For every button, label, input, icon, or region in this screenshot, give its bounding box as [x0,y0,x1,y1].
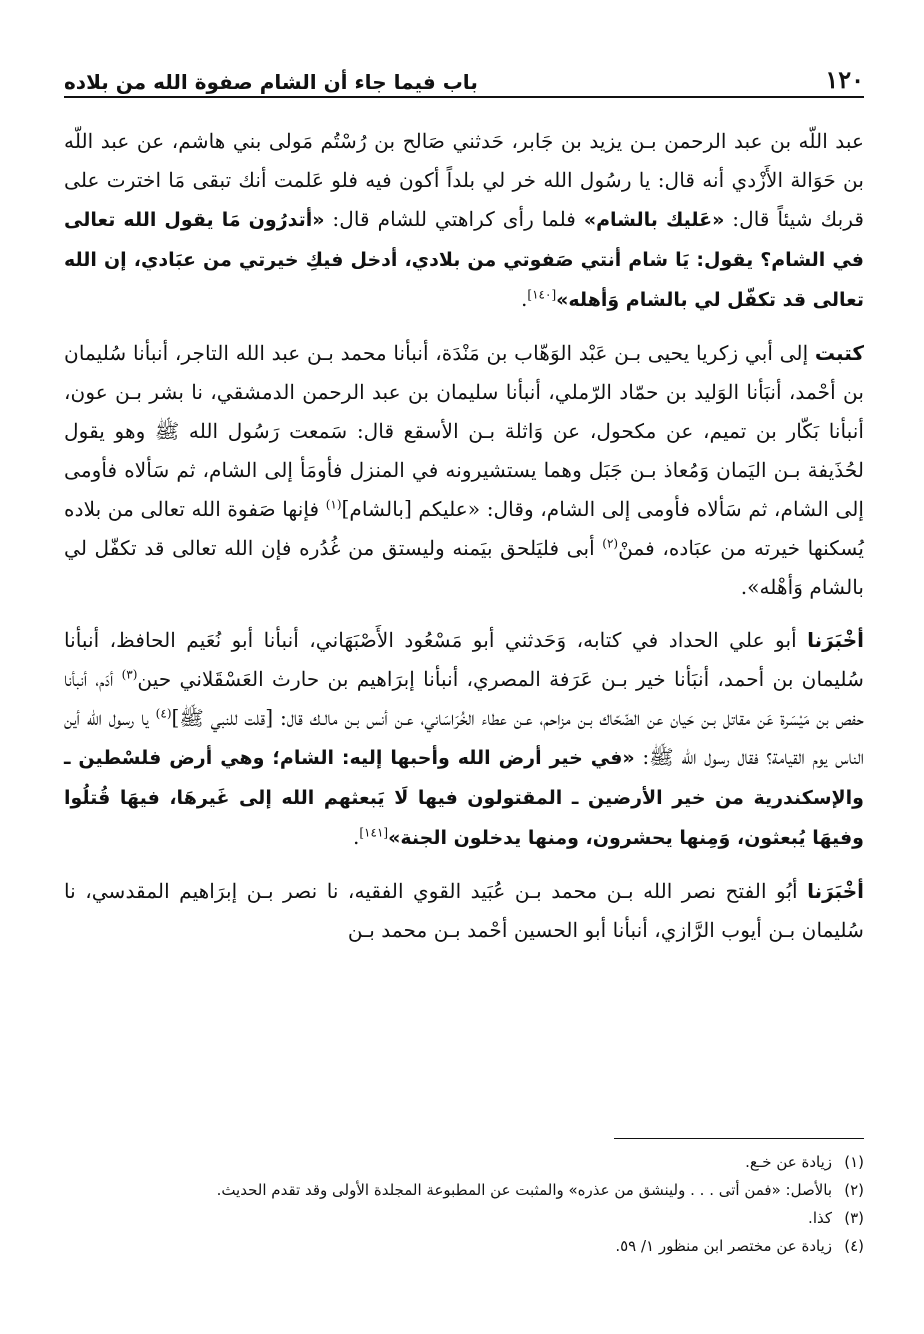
page-header [64,60,864,94]
paragraph-lead-word: أخْبَرَنا [807,879,864,903]
paragraph-text: يا رسول الله أين الناس يوم القيامة؟ فقال رسول الله ﷺ: [64,706,864,769]
footnote-text: كذا. [808,1209,832,1227]
paragraph-lead-word: أخْبَرَنا [807,628,864,652]
footnote-number: (٢) [844,1181,864,1199]
paragraph-3 [64,621,864,858]
main-text [64,120,864,964]
footnote-ref: (١) [325,497,342,512]
paragraph-text: أبى فليَلحق بيَمنه وليستق من غُدُره فإن الله تعالى قد تكفّل لي بالشام وَأهْله». [64,536,864,599]
paragraph-text: عبد اللّه بن عبد الرحمن بـن يزيد بن جَابر، حَدثني صَالح بن رُسْتُم مَولى بني هاشم، عن عبد اللّه بن حَوَالة الأَزْدي أنه قال: يا رسُول الله خر لي بلداً أكون فيه فلو عَلمت أنك تبقى مَا اخترت على قربك شيئاً قال: [64,129,864,231]
footnote-ref: (٢) [602,536,619,551]
paragraph-text: أدَم، أنبأنا حفص بن مَيْسَرة عَن مقاتل بـن حَيان عن الضّحّاك بـن مزاحم، عـن عطاء الخُرَاسَاني، عـن أنس بـن مالـك قال: [قلت للنبي ﷺ] [64,667,864,730]
footnote-text: بالأصل: «فمن أتى . . . ولينشق من عذره» والمثبت عن المطبوعة المجلدة الأولى وقد تقدم الحديث. [216,1181,832,1199]
paragraph-text: فإنها صَفوة الله تعالى من بلاده يُسكنها خيرته من عبَاده، فمنْ [64,497,864,560]
footnote-number: (١) [844,1153,864,1171]
running-title: باب فيما جاء أن الشام صفوة الله من بلاده [64,70,478,94]
paragraph-end: . [352,825,360,849]
hadith-quote: «أتدرُون مَا يقول الله تعالى في الشام؟ يقول: يَا شام أنتي صَفوتي من بلادي، أدخل فيكِ خيرتي من عبَادي، إن الله تعالى قد تكفّل لي بالشام وَأهله» [64,209,864,311]
paragraph-text: أبو علي الحداد في كتابه، وَحَدثني أبو مَسْعُود الأَصْبَهَاني، أنبأنا أبو نُعَيم الحافظ، أنبأنا سُليمان بن أحمد، أنبَأنا خير بـن عَرَفة المصري، أنبأنا إبرَاهيم بن حارث العَسْقَلاني حين [64,628,864,691]
footnote-rule [614,1138,864,1139]
paragraph-end: . [521,287,528,311]
footnote-ref: (٤) [155,706,172,721]
paragraph-2 [64,334,864,607]
hadith-number: [١٤١] [359,825,389,840]
header-rule [64,96,864,98]
footnote [64,1176,864,1204]
hadith-quote: «في خير أرض الله وأحبها إليه: الشام؛ وهي أرض فلسْطين ـ والإسكندرية من خير الأرضين ـ المقتولون فيها لَا يَبعثهم الله إلى غَيرهَا، فيهَا قُتلُوا وفيهَا يُبعثون، وَمِنها يحشرون، ومنها يدخلون الجنة» [64,747,864,849]
footnote-number: (٤) [844,1237,864,1255]
footnote-text: زيادة عن خـع. [745,1153,832,1171]
paragraph-text: فلما رأى كراهتي للشام قال: [324,207,584,231]
footnotes [64,1148,864,1260]
paragraph-1 [64,122,864,320]
paragraph-text: أبُو الفتح نصر الله بـن محمد بـن عُبَيد القوي الفقيه، نا نصر بـن إبرَاهيم المقدسي، نا سُليمان بـن أيوب الرَّازي، أنبأنا أبو الحسين أحْمد بـن محمد بـن [64,879,864,942]
footnote-number: (٣) [844,1209,864,1227]
paragraph-4 [64,872,864,950]
paragraph-text: إلى أبي زكريا يحيى بـن عَبْد الوَهّاب بن مَنْدَة، أنبأنا محمد بـن عبد الله التاجر، أنبأنا سُليمان بن أحْمد، أنبَأنا الوَليد بن حمّاد الرّملي، أنبأنا سليمان بن عبد الرحمن الدمشقي، نا بشر بـن عون، أنبأنا بَكّار بن تميم، عن مكحول، عن وَاثلة بـن الأسقع قال: سَمعت رَسُول الله ﷺ وهو يقول لحُذَيفة بـن اليَمان وَمُعاذ بـن جَبَل وهما يستشيرونه في المنزل فأومَأ إلى الشام، ثم سَألاه فأومى إلى الشام، ثم سَألاه فأومى إلى الشام، وقال: «عليكم [بالشام] [64,341,864,521]
page-number: ١٢٠ [825,65,864,94]
hadith-number: [١٤٠] [527,287,557,302]
paragraph-lead-word: كتبت [814,341,864,365]
footnote [64,1148,864,1176]
footnote [64,1204,864,1232]
footnote-text: زيادة عن مختصر ابن منظور ١/ ٥٩. [615,1237,832,1255]
footnote [64,1232,864,1260]
hadith-quote: «عَليك بالشام» [583,209,725,231]
footnote-ref: (٣) [121,667,138,682]
